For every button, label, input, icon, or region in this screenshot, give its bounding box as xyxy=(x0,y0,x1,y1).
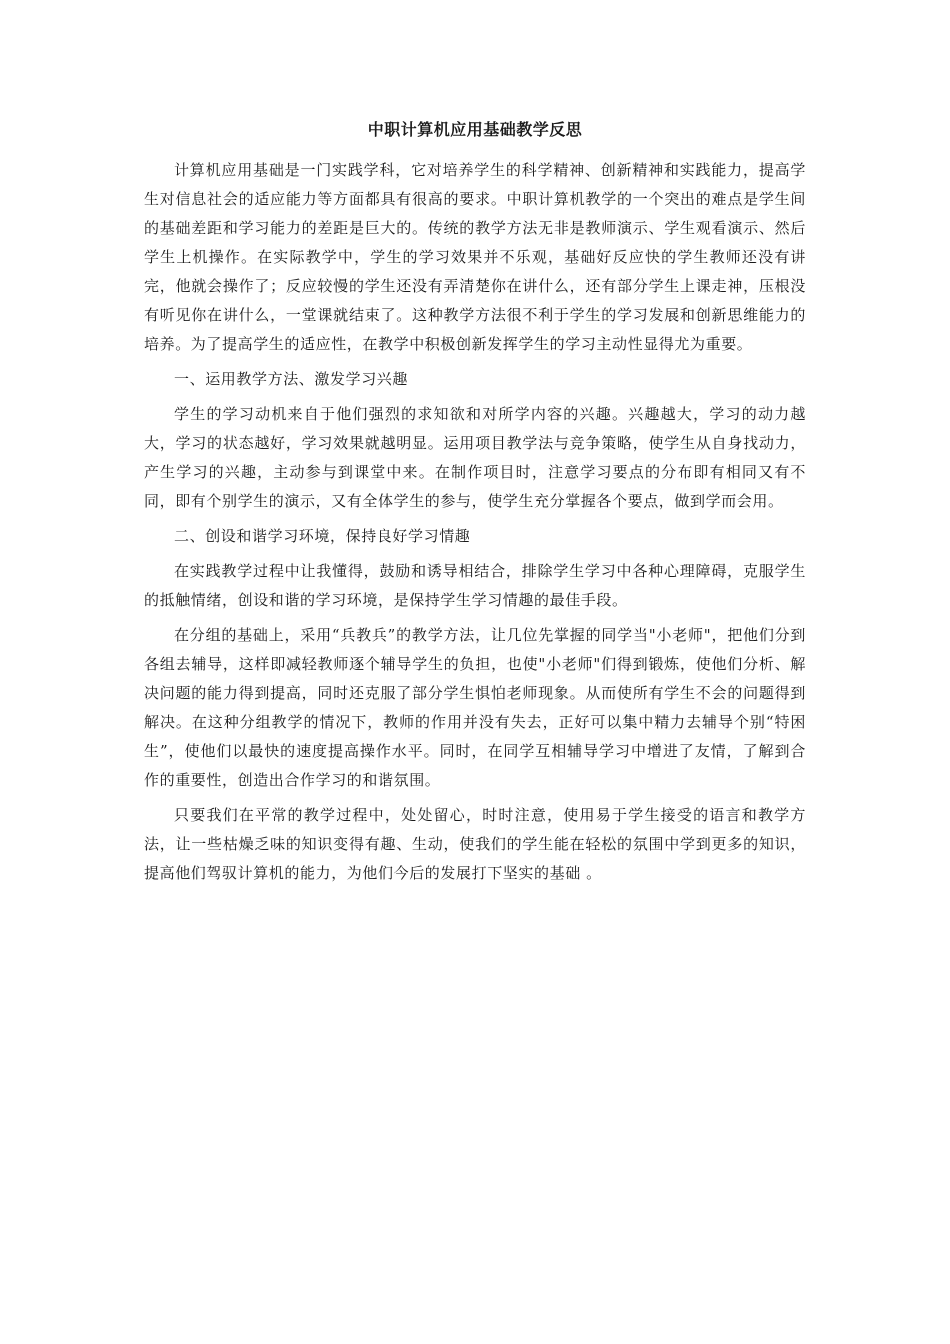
document-title: 中职计算机应用基础教学反思 xyxy=(367,120,583,139)
paragraph-section-2b: 在分组的基础上，采用“兵教兵”的教学方法，让几位先掌握的同学当"小老师"，把他们分到各组去辅导，这样即减轻教师逐个辅导学生的负担，也使"小老师"们得到锻炼，使他们分析、解决问题的能力得到提高，同时还克服了部分学生惧怕老师现象。从而使所有学生不会的问题得到解决。在这种分组教学的情况下，教师的作用并没有失去，正好可以集中精力去辅导个别“特困生”，使他们以最快的速度提高操作水平。同时，在同学互相辅导学习中增进了友情，了解到合作的重要性，创造出合作学习的和谐氛围。 xyxy=(144,626,806,789)
section-heading-2: 二、创设和谐学习环境，保持良好学习情趣 xyxy=(174,527,471,545)
section-heading-1: 一、运用教学方法、激发学习兴趣 xyxy=(174,370,409,388)
document-page xyxy=(144,118,806,894)
paragraph-intro: 计算机应用基础是一门实践学科，它对培养学生的科学精神、创新精神和实践能力，提高学生对信息社会的适应能力等方面都具有很高的要求。中职计算机教学的一个突出的难点是学生间的基础差距和学习能力的差距是巨大的。传统的教学方法无非是教师演示、学生观看演示、然后学生上机操作。在实际教学中，学生的学习效果并不乐观，基础好反应快的学生教师还没有讲完，他就会操作了；反应较慢的学生还没有弄清楚你在讲什么，还有部分学生上课走神，压根没有听见你在讲什么，一堂课就结束了。这种教学方法很不利于学生的学习发展和创新思维能力的培养。为了提高学生的适应性，在教学中积极创新发挥学生的学习主动性显得尤为重要。 xyxy=(144,161,806,353)
paragraph-conclusion: 只要我们在平常的教学过程中，处处留心，时时注意，使用易于学生接受的语言和教学方法，让一些枯燥乏味的知识变得有趣、生动，使我们的学生能在轻松的氛围中学到更多的知识，提高他们驾驭计算机的能力，为他们今后的发展打下坚实的基础 。 xyxy=(144,806,806,882)
paragraph-section-1: 学生的学习动机来自于他们强烈的求知欲和对所学内容的兴趣。兴趣越大，学习的动力越大，学习的状态越好，学习效果就越明显。运用项目教学法与竞争策略，使学生从自身找动力，产生学习的兴趣，主动参与到课堂中来。在制作项目时，注意学习要点的分布即有相同又有不同，即有个别学生的演示，又有全体学生的参与，使学生充分掌握各个要点，做到学而会用。 xyxy=(144,405,806,510)
paragraph-section-2a: 在实践教学过程中让我懂得，鼓励和诱导相结合，排除学生学习中各种心理障碍，克服学生的抵触情绪，创设和谐的学习环境，是保持学生学习情趣的最佳手段。 xyxy=(144,562,806,609)
